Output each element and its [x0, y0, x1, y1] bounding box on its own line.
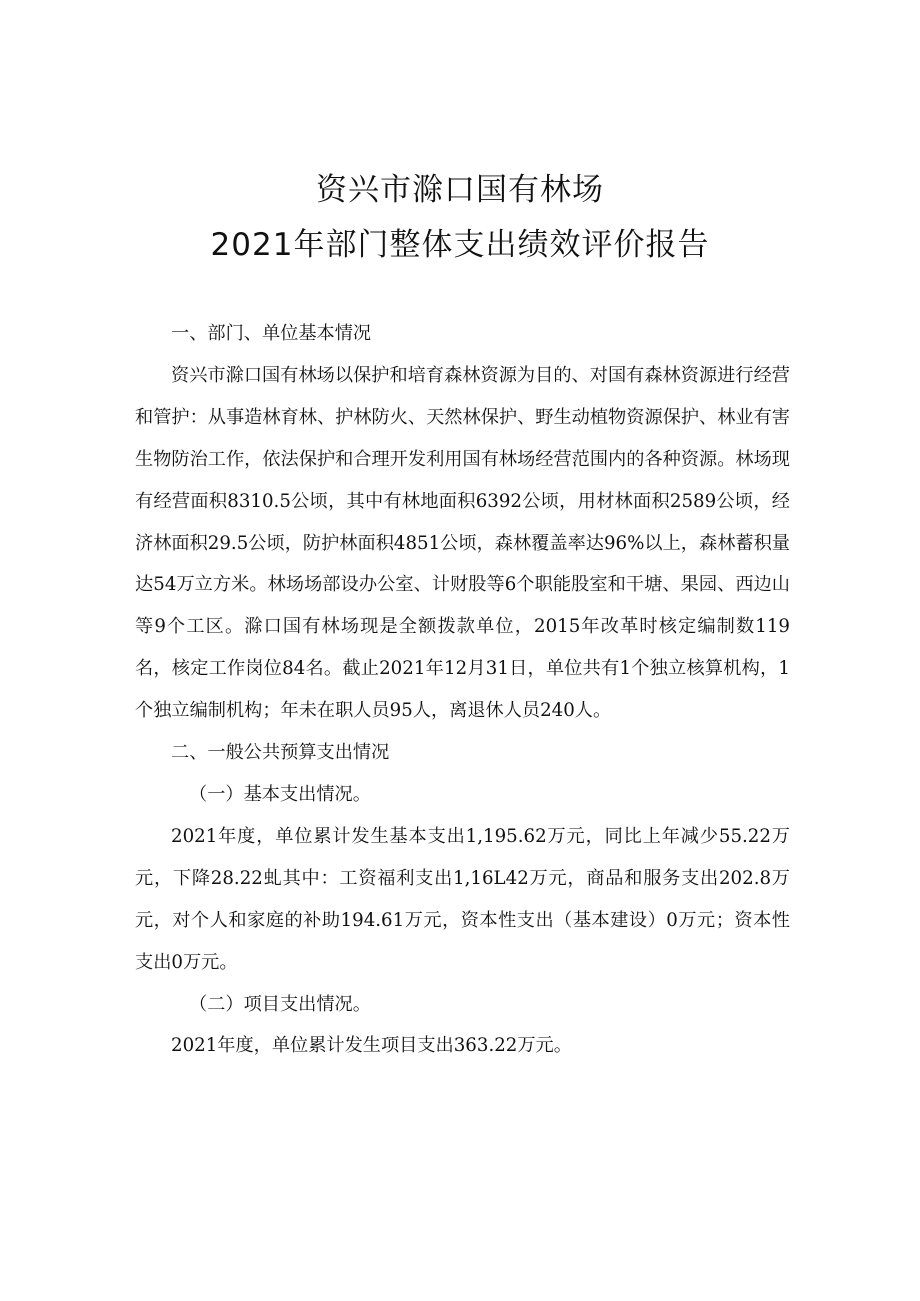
- report-title: [0, 163, 920, 273]
- section-2-paragraph-1: 2021年度，单位累计发生基本支出1,195.62万元，同比上年减少55.22万元，下降28.22虬其中：工资福利支出1,16L42万元，商品和服务支出202.8万元，对个人和家庭的补助194.61万元，资本性支出（基本建设）0万元；资本性支出0万元。: [135, 825, 790, 973]
- report-title-line-2: 2021年部门整体支出绩效评价报告: [210, 227, 710, 263]
- section-1-heading: 一、部门、单位基本情况: [171, 323, 372, 344]
- section-1-paragraph: 资兴市滁口国有林场以保护和培育森林资源为目的、对国有森林资源进行经营和管护：从事造林育林、护林防火、天然林保护、野生动植物资源保护、林业有害生物防治工作，依法保护和合理开发利用国有林场经营范围内的各种资源。林场现有经营面积8310.5公顷，其中有林地面积6392公顷，用材林面积2589公顷，经济林面积29.5公顷，防护林面积4851公顷，森林覆盖率达96%以上，森林蓄积量达54万立方米。林场场部设办公室、计财股等6个职能股室和干塘、果园、西边山等9个工区。滁口国有林场现是全额拨款单位，2015年改革时核定编制数119名，核定工作岗位84名。截止2021年12月31日，单位共有1个独立核算机构，1个独立编制机构；年未在职人员95人，离退休人员240人。: [135, 364, 790, 722]
- section-2-paragraph-2: 2021年度，单位累计发生项目支出363.22万元。: [171, 1035, 572, 1057]
- section-2-subheading-1: （一）基本支出情况。: [189, 783, 371, 805]
- section-2-subheading-2: （二）项目支出情况。: [189, 993, 371, 1015]
- section-2-heading: 二、一般公共预算支出情况: [171, 742, 390, 764]
- report-body: [135, 313, 790, 1067]
- report-title-line-1: 资兴市滁口国有林场: [316, 172, 604, 208]
